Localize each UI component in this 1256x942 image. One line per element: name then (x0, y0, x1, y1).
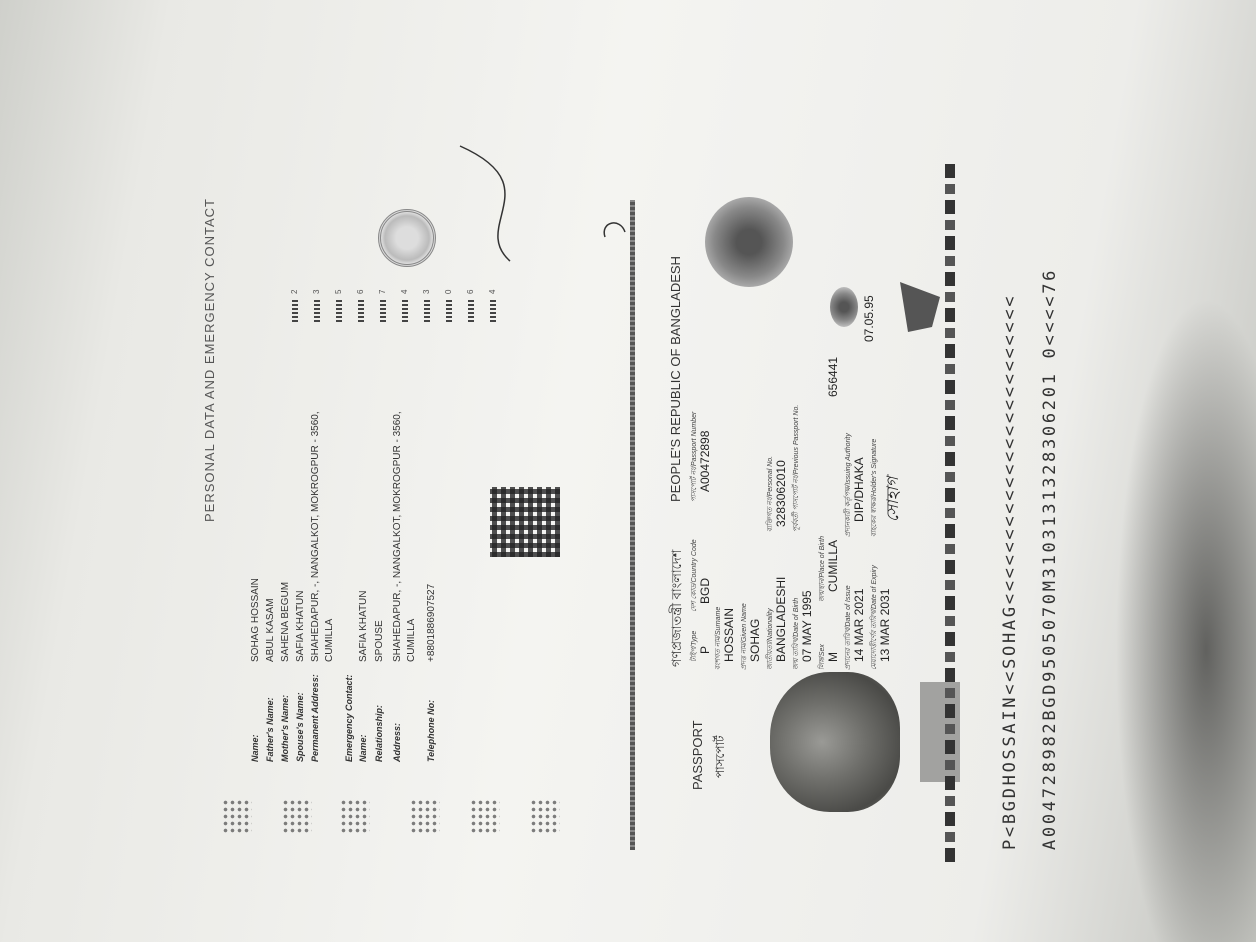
barcode-bar (402, 298, 408, 322)
data-value: SAFIA KHATUN (358, 590, 369, 662)
barcode-bar (380, 298, 386, 322)
type-label: টাইপ/Type (691, 630, 698, 662)
data-label: Name: (358, 734, 368, 762)
data-label: Address: (392, 722, 402, 762)
place-of-birth-value: CUMILLA (826, 539, 840, 592)
barcode-bar (292, 298, 298, 322)
data-value: SAHENA BEGUM (280, 581, 291, 662)
holder-signature: সোহাগ (885, 476, 902, 522)
data-label: Spouse's Name: (295, 692, 305, 762)
republic-bengali: গণপ্রজাতন্ত্রী বাংলাদেশ (669, 549, 684, 667)
barcode-number: 7 (378, 289, 387, 294)
data-value: SPOUSE (374, 620, 385, 662)
data-value: SAFIA KHATUN (295, 590, 306, 662)
section-title: PERSONAL DATA AND EMERGENCY CONTACT (202, 198, 217, 522)
surname-value: HOSSAIN (722, 607, 736, 662)
date-of-expiry-label: মেয়াদোত্তীর্ণের তারিখ/Date of Expiry (871, 565, 878, 670)
previous-passport-label: পূর্ববর্তী পাসপোর্ট নং/Previous Passport No. (793, 404, 800, 532)
data-label: Telephone No: (426, 699, 436, 762)
map-emblem (900, 282, 940, 332)
fold-line (630, 200, 635, 850)
data-label: Relationship: (374, 704, 384, 762)
nationality-label: জাতীয়তা/Nationality (767, 608, 774, 670)
country-value: BGD (698, 577, 712, 604)
barcode-number: 4 (488, 289, 497, 294)
barcode-bar (424, 298, 430, 322)
mrz-line-2: A004728982BGD9505070M3103131328306201 0<<<<76 (1040, 267, 1060, 850)
signature-scribble (600, 212, 630, 242)
data-label: Emergency Contact: (344, 674, 354, 762)
data-value: +8801886907527 (426, 583, 437, 662)
barcode-number: 5 (334, 289, 343, 294)
ghost-photo (705, 197, 793, 287)
perforation-mark (410, 798, 440, 834)
sex-label: লিঙ্গ/Sex (819, 644, 826, 670)
official-seal (378, 209, 436, 267)
personal-number-label: ব্যক্তিগত নং/Personal No. (767, 455, 774, 532)
data-label: Name: (250, 734, 260, 762)
ghost-photo-small (830, 287, 858, 327)
personal-number-value: 3283062010 (774, 460, 788, 527)
security-strip (945, 162, 955, 862)
data-value: ABUL KASAM (265, 598, 276, 662)
data-value: SHAHEDAPUR, -, NANGALKOT, MOKROGPUR - 3560, (392, 411, 403, 662)
perforation-mark (282, 798, 312, 834)
country-label: দেশ কোড/Country Code (691, 539, 698, 612)
mrz-line-1: P<BGDHOSSAIN<<SOHAG<<<<<<<<<<<<<<<<<<<<<<<< (1000, 293, 1020, 850)
passport-word: PASSPORT (690, 720, 705, 790)
barcode-bar (358, 298, 364, 322)
barcode-number: 6 (466, 289, 475, 294)
date-of-issue-value: 14 MAR 2021 (852, 588, 866, 662)
barcode-bar (314, 298, 320, 322)
data-label: Father's Name: (265, 697, 275, 762)
given-name-value: SOHAG (748, 618, 762, 662)
sex-value: M (826, 652, 840, 662)
barcode-number: 6 (356, 289, 365, 294)
date-of-expiry-value: 13 MAR 2031 (878, 588, 892, 662)
barcode-number: 3 (312, 289, 321, 294)
barcode-number: 3 (422, 289, 431, 294)
data-value: SHAHEDAPUR, -, NANGALKOT, MOKROGPUR - 3560, (310, 411, 321, 662)
passport-number-label: পাসপোর্ট নং/Passport Number (691, 411, 698, 502)
issuing-authority-label: প্রদানকারী কর্তৃপক্ষ/Issuing Authority (845, 433, 852, 537)
passport-word-bengali: পাসপোর্ট (713, 735, 727, 778)
dob-label: জন্ম তারিখ/Date of Birth (793, 597, 800, 670)
place-of-birth-label: জন্মস্থান/Place of Birth (819, 536, 826, 602)
signature-scribble (450, 136, 560, 266)
republic-english: PEOPLE'S REPUBLIC OF BANGLADESH (668, 256, 683, 502)
holder-photo (770, 672, 900, 812)
issuing-authority-value: DIP/DHAKA (852, 457, 866, 522)
barcode-number: 2 (290, 289, 299, 294)
date-of-issue-label: প্রদানের তারিখ/Date of Issue (845, 585, 852, 670)
qr-code (490, 487, 560, 557)
code-value: 656441 (826, 356, 840, 397)
surname-label: বংশগত নাম/Surname (715, 606, 722, 670)
barcode-bar (446, 298, 452, 322)
barcode-number: 0 (444, 289, 453, 294)
barcode-bar (336, 298, 342, 322)
type-value: P (698, 645, 712, 654)
passport-number-value: A00472898 (698, 430, 712, 492)
data-label: Mother's Name: (280, 694, 290, 762)
nationality-value: BANGLADESHI (774, 576, 788, 662)
data-value: CUMILLA (406, 618, 417, 662)
data-value: CUMILLA (324, 618, 335, 662)
given-name-label: প্রদত্ত নাম/Given Name (741, 603, 748, 670)
perforation-mark (222, 798, 252, 834)
perforation-mark (530, 798, 560, 834)
perforation-mark (340, 798, 370, 834)
barcode-bar (468, 298, 474, 322)
dob-small-print: 07.05.95 (862, 295, 876, 342)
data-value: SOHAG HOSSAIN (250, 578, 261, 662)
barcode-bar (490, 298, 496, 322)
dob-value: 07 MAY 1995 (800, 590, 814, 662)
barcode-number: 4 (400, 289, 409, 294)
perforation-mark (470, 798, 500, 834)
holder-signature-label: বাহকের স্বাক্ষর/Holder's Signature (871, 438, 878, 537)
data-label: Permanent Address: (310, 674, 320, 762)
